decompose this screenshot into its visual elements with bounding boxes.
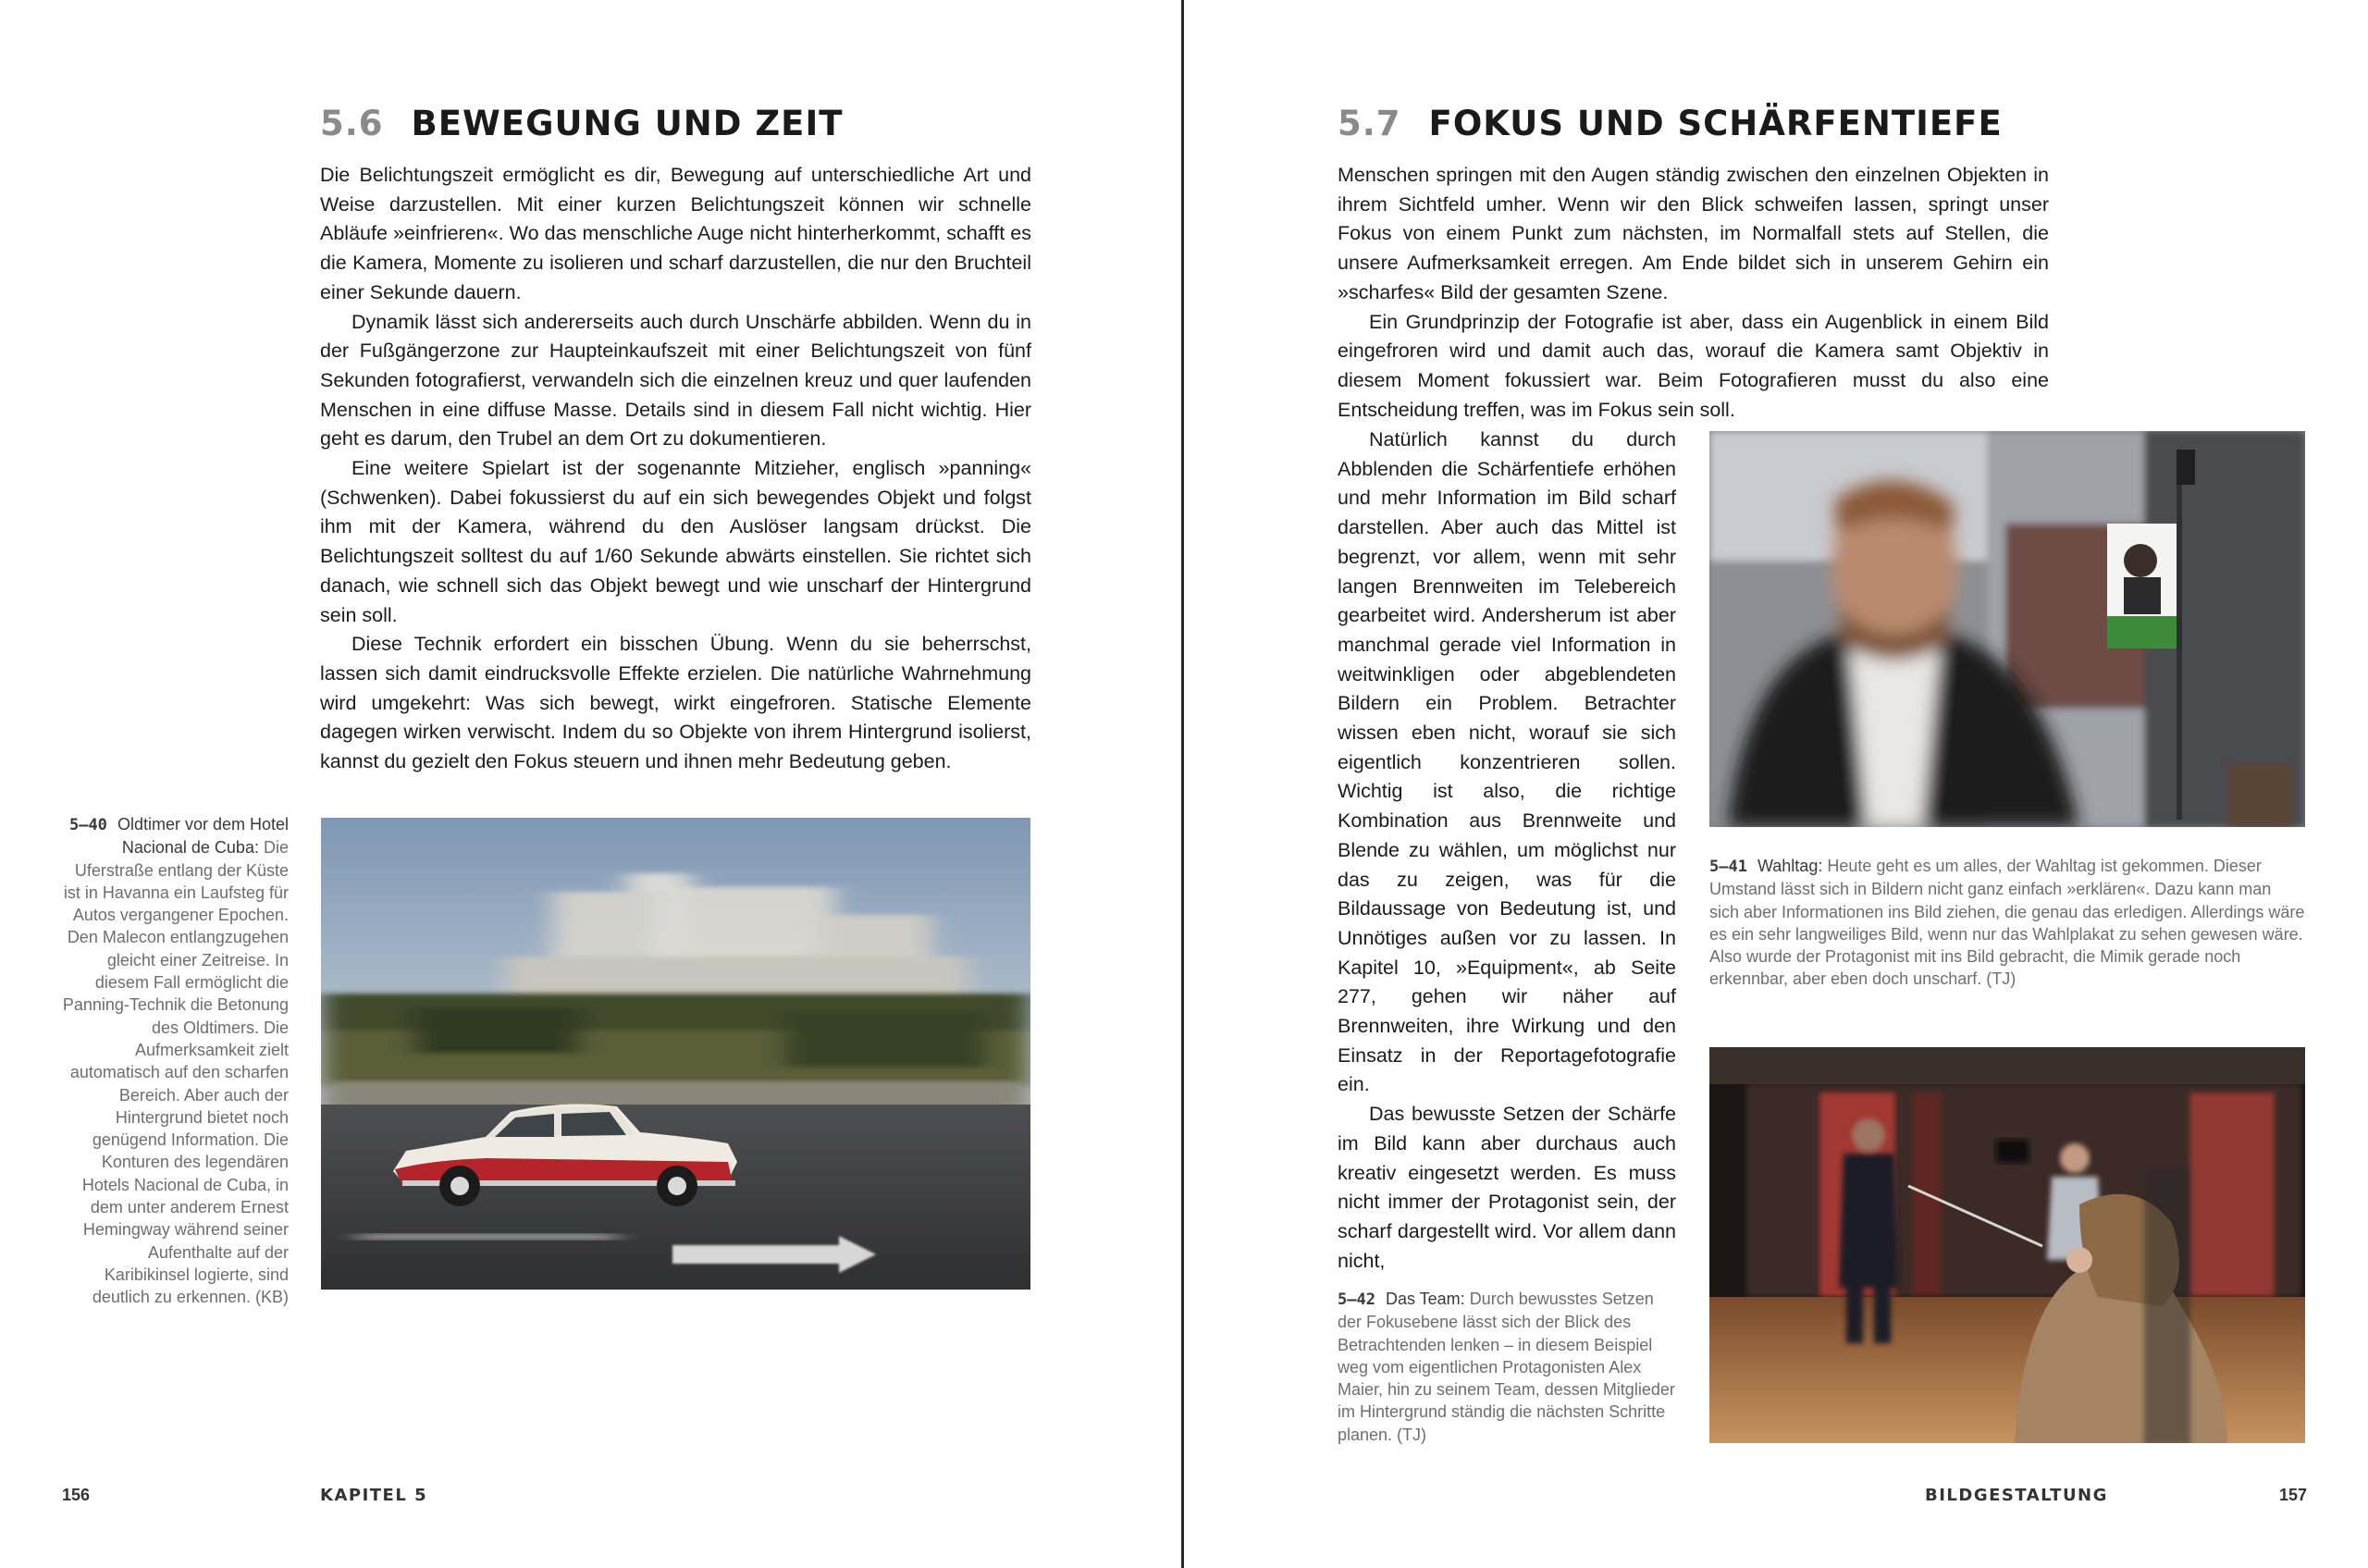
caption-5-41 xyxy=(1709,855,2305,991)
body-text-right-column xyxy=(1338,426,1676,1276)
paragraph: Diese Technik erfordert ein bisschen Übung. Wenn du sie beherrschst, lassen sich damit eindrucksvolle Effekte erzielen. Die natürliche Wahrnehmung wird umgekehrt: Was sich bewegt, wirkt eingefroren. Statische Elemente dagegen wirken verwischt. Indem du so Objekte von ihrem Hintergrund isolierst, kannst du gezielt den Fokus steuern und ihnen mehr Bedeutung geben. xyxy=(320,633,1031,773)
figure-number: 5–42 xyxy=(1338,1290,1375,1309)
caption-text: Durch bewusstes Setzen der Fokusebene lässt sich der Blick des Betrachtenden lenken – in diesem Beispiel weg vom eigentlichen Protagonisten Alex Maier, hin zu seinem Team, dessen Mitglieder im Hintergrund ständig die nächsten Schritte planen. (TJ) xyxy=(1338,1290,1675,1444)
paragraph: Natürlich kannst du durch Abblenden die Schärfentiefe erhöhen und mehr Information im Bild scharf darstellen. Aber auch das Mittel ist begrenzt, vor allem, wenn mit sehr langen Brennweiten im Telebereich gearbeitet wird. Andersherum ist aber manchmal gerade viel Information in weitwinkligen oder abgeblendeten Bildern ein Problem. Betrachter wissen eben nicht, worauf sie sich eigentlich konzentrieren sollen. Wichtig ist also, die richtige Kombination aus Brennweite und Blende zu wählen, um möglichst nur das zu zeigen, was für die Bildaussage von Bedeutung ist, und Unnötiges außen vor zu lassen. In Kapitel 10, »Equipment«, ab Seite 277, gehen wir näher auf Brennweiten, ihre Wirkung und den Einsatz in der Reportagefotografie ein. xyxy=(1338,428,1676,1096)
body-text-right-full xyxy=(1338,161,2049,425)
figure-title: Das Team: xyxy=(1385,1290,1465,1308)
paragraph: Ein Grundprinzip der Fotografie ist aber, dass ein Augenblick in einem Bild eingefroren wird und damit auch das, worauf die Kamera samt Objektiv in diesem Moment fokussiert war. Beim Fotografieren musst du also eine Entscheidung treffen, was im Fokus sein soll. xyxy=(1338,310,2049,421)
figure-number: 5–40 xyxy=(68,816,107,834)
section-title: FOKUS UND SCHÄRFENTIEFE xyxy=(1428,104,2003,143)
section-number: 5.7 xyxy=(1338,104,1401,143)
left-page xyxy=(0,0,1182,1568)
photo-vintage-car xyxy=(321,818,1030,1290)
car-illustration xyxy=(321,818,1030,1290)
team-illustration xyxy=(1709,1047,2305,1443)
section-heading-5-6 xyxy=(320,104,843,143)
figure-title: Wahltag: xyxy=(1757,857,1823,875)
paragraph: Das bewusste Setzen der Schärfe im Bild kann aber durchaus auch kreativ eingesetzt werden. Es muss nicht immer der Protagonist sein, der scharf dargestellt wird. Vor allem dann nicht, xyxy=(1338,1103,1676,1272)
page-number-right: 157 xyxy=(2279,1486,2308,1504)
caption-text: Heute geht es um alles, der Wahltag ist gekommen. Dieser Umstand lässt sich in Bildern nicht ganz einfach »erklären«. Dazu kann man sich aber Informationen ins Bild ziehen, die genau das erledigen. Allerdings wäre es ein sehr langweiliges Bild, wenn nur das Wahlplakat zu sehen gewesen wäre. Also wurde der Protagonist mit ins Bild gebracht, die Mimik gerade noch erkennbar, aber eben doch unscharf. (TJ) xyxy=(1709,857,2305,989)
paragraph: Eine weitere Spielart ist der sogenannte Mitzieher, englisch »panning« (Schwenken). Dabei fokussierst du auf ein sich bewegendes Objekt und folgst ihm mit der Kamera, während du den Auslöser langsam drückst. Die Belichtungszeit solltest du auf 1/60 Sekunde abwärts einstellen. Sie richtet sich danach, wie schnell sich das Objekt bewegt und wie unscharf der Hintergrund sein soll. xyxy=(320,457,1031,626)
figure-title: Oldtimer vor dem Hotel Nacional de Cuba: xyxy=(117,815,289,858)
section-title: BEWEGUNG UND ZEIT xyxy=(411,104,844,143)
section-number: 5.6 xyxy=(320,104,384,143)
body-text-left xyxy=(320,161,1031,777)
right-page xyxy=(1184,0,2368,1568)
figure-number: 5–41 xyxy=(1709,858,1747,876)
running-head-right: BILDGESTALTUNG xyxy=(1925,1486,2108,1505)
page-number-left: 156 xyxy=(62,1486,91,1504)
paragraph: Menschen springen mit den Augen ständig zwischen den einzelnen Objekten in ihrem Sichtfeld umher. Wenn wir den Blick schweifen lassen, springt unser Fokus von einem Punkt zum nächsten, im Normalfall stets auf Stellen, die unsere Aufmerksamkeit erregen. Am Ende bildet sich in unserem Gehirn ein »scharfes« Bild der gesamten Szene. xyxy=(1338,164,2049,303)
paragraph: Dynamik lässt sich andererseits auch durch Unschärfe abbilden. Wenn du in der Fußgängerzone zur Haupteinkaufszeit mit einer Belichtungszeit von fünf Sekunden fotografierst, verwandeln sich die einzelnen kreuz und quer laufenden Menschen in eine diffuse Masse. Details sind in diesem Fall nicht wichtig. Hier geht es darum, den Trubel an dem Ort zu dokumentieren. xyxy=(320,310,1031,451)
photo-election-day xyxy=(1709,431,2305,827)
caption-text: Die Uferstraße entlang der Küste ist in Havanna ein Laufsteg für Autos vergangener Epochen. Den Malecon entlangzugehen gleicht einer Zeitreise. In diesem Fall ermöglicht die Panning-Technik die Betonung des Oldtimers. Die Aufmerksamkeit zielt automatisch auf den scharfen Bereich. Aber auch der Hintergrund bietet noch genügend Information. Die Konturen des legendären Hotels Nacional de Cuba, in dem unter anderem Ernest Hemingway während seiner Aufenthalte auf der Karibikinsel logierte, sind deutlich zu erkennen. (KB) xyxy=(62,838,289,1307)
paragraph: Die Belichtungszeit ermöglicht es dir, Bewegung auf unterschiedliche Art und Weise darzustellen. Mit einer kurzen Belichtungszeit können wir schnelle Abläufe »einfrieren«. Wo das menschliche Auge nicht hinterherkommt, schafft es die Kamera, Momente zu isolieren und scharf darzustellen, die nur den Bruchteil einer Sekunde dauern. xyxy=(320,164,1031,303)
caption-5-40 xyxy=(59,813,289,1309)
photo-the-team xyxy=(1709,1047,2305,1443)
election-illustration xyxy=(1709,431,2305,827)
section-heading-5-7 xyxy=(1338,104,2003,143)
caption-5-42 xyxy=(1338,1288,1676,1446)
running-head-left: KAPITEL 5 xyxy=(320,1486,428,1505)
